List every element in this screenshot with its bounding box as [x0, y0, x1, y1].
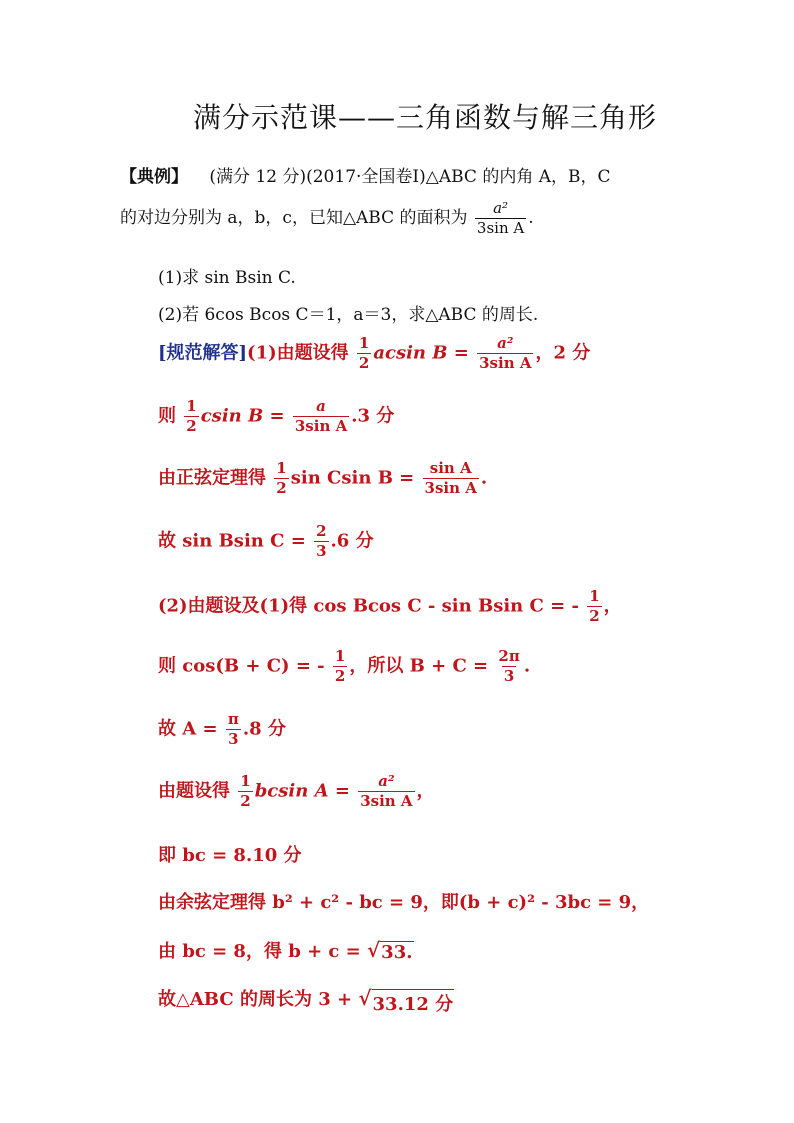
frac-num: a² [378, 772, 395, 790]
solution-line-5 [158, 588, 622, 625]
frac-den: 2 [276, 479, 287, 497]
solution-text: 故 A = [158, 718, 218, 740]
frac-den: 3sin A [360, 792, 413, 810]
solution-tag: [规范解答] [158, 342, 248, 364]
solution-text: .3 分 [351, 405, 395, 427]
solution-text: 由正弦定理得 [158, 467, 266, 489]
solution-line-10: 由余弦定理得 b² + c² - bc = 9，即(b + c)² - 3bc = 9， [158, 892, 650, 913]
solution-text: 由题设得 [158, 780, 230, 802]
frac-den: 3 [228, 730, 239, 748]
solution-text: ，2 分 [535, 342, 591, 364]
solution-line-4 [158, 523, 374, 560]
solution-line-6 [158, 648, 530, 685]
frac-num: π [227, 710, 239, 728]
frac-den: 2 [358, 354, 370, 372]
example-line-1 [120, 162, 611, 187]
frac-den: 2 [186, 417, 197, 435]
frac-num: 1 [276, 459, 287, 477]
solution-text: sin Csin B = [290, 467, 415, 489]
solution-line-2 [158, 398, 394, 435]
sqrt-radicand: 33. [381, 942, 413, 963]
frac-num: 2 [316, 522, 327, 540]
solution-text: acsin B = [373, 342, 469, 364]
solution-text: .8 分 [242, 718, 286, 740]
frac-num: sin A [429, 459, 472, 477]
frac-den: 3sin A [479, 354, 532, 372]
area-numerator: a² [493, 199, 509, 217]
solution-text: csin B = [200, 405, 285, 427]
sqrt-symbol: √ [367, 938, 381, 962]
solution-text: bcsin A = [254, 780, 350, 802]
frac-den: 2 [334, 667, 346, 685]
frac-num: 2π [498, 647, 520, 665]
frac-num: a [316, 397, 326, 415]
frac-num: 1 [240, 772, 251, 790]
solution-text: 则 [158, 405, 176, 427]
frac-den: 3sin A [294, 417, 348, 435]
solution-line-11 [158, 937, 414, 963]
solution-text: (2)由题设及(1)得 cos Bcos C - sin Bsin C = - [158, 595, 579, 617]
sqrt-expression [358, 986, 454, 1016]
question-1: (1)求 sin Bsin C. [158, 268, 296, 288]
solution-text: 故△ABC 的周长为 3 + [158, 989, 353, 1010]
example-text-1: (满分 12 分)(2017·全国卷Ⅰ)△ABC 的内角 A，B，C [209, 167, 611, 187]
frac-num: 1 [358, 334, 370, 352]
page-title: 满分示范课——三角函数与解三角形 [193, 101, 658, 134]
period: . [480, 467, 488, 489]
frac-num: 1 [334, 647, 346, 665]
solution-text: ，所以 B + C = [349, 655, 489, 677]
example-line-2 [120, 200, 534, 237]
solution-text: 故 sin Bsin C = [158, 530, 306, 552]
comma: ， [416, 780, 435, 802]
example-text-2: 的对边分别为 a，b，c，已知△ABC 的面积为 [120, 208, 468, 228]
sqrt-expression [367, 938, 413, 963]
solution-line-9: 即 bc = 8.10 分 [158, 845, 302, 866]
solution-line-8 [158, 773, 435, 810]
sqrt-radicand: 33.12 分 [372, 989, 455, 1016]
frac-den: 3 [316, 542, 327, 560]
frac-den: 2 [240, 792, 251, 810]
frac-den: 2 [589, 607, 600, 625]
comma: ， [603, 595, 622, 617]
frac-den: 3sin A [424, 479, 477, 497]
solution-line-12 [158, 985, 454, 1016]
frac-num: a² [497, 334, 514, 352]
period: . [528, 208, 534, 228]
solution-line-1 [158, 335, 590, 372]
frac-num: 1 [186, 397, 197, 415]
frac-den: 3 [503, 667, 515, 685]
area-fraction [475, 200, 526, 237]
area-denominator: 3sin A [476, 219, 525, 237]
solution-line-7 [158, 711, 286, 748]
example-tag: 【典例】 [120, 167, 188, 187]
sqrt-symbol: √ [358, 986, 372, 1010]
question-2: (2)若 6cos Bcos C＝1，a＝3，求△ABC 的周长. [158, 305, 539, 325]
solution-text: .6 分 [330, 530, 374, 552]
period: . [523, 655, 531, 677]
solution-text: 由 bc = 8，得 b + c = [158, 941, 361, 962]
solution-text: (1)由题设得 [247, 342, 349, 364]
frac-num: 1 [589, 587, 600, 605]
solution-line-3 [158, 460, 487, 497]
solution-text: 则 cos(B + C) = - [158, 655, 325, 677]
